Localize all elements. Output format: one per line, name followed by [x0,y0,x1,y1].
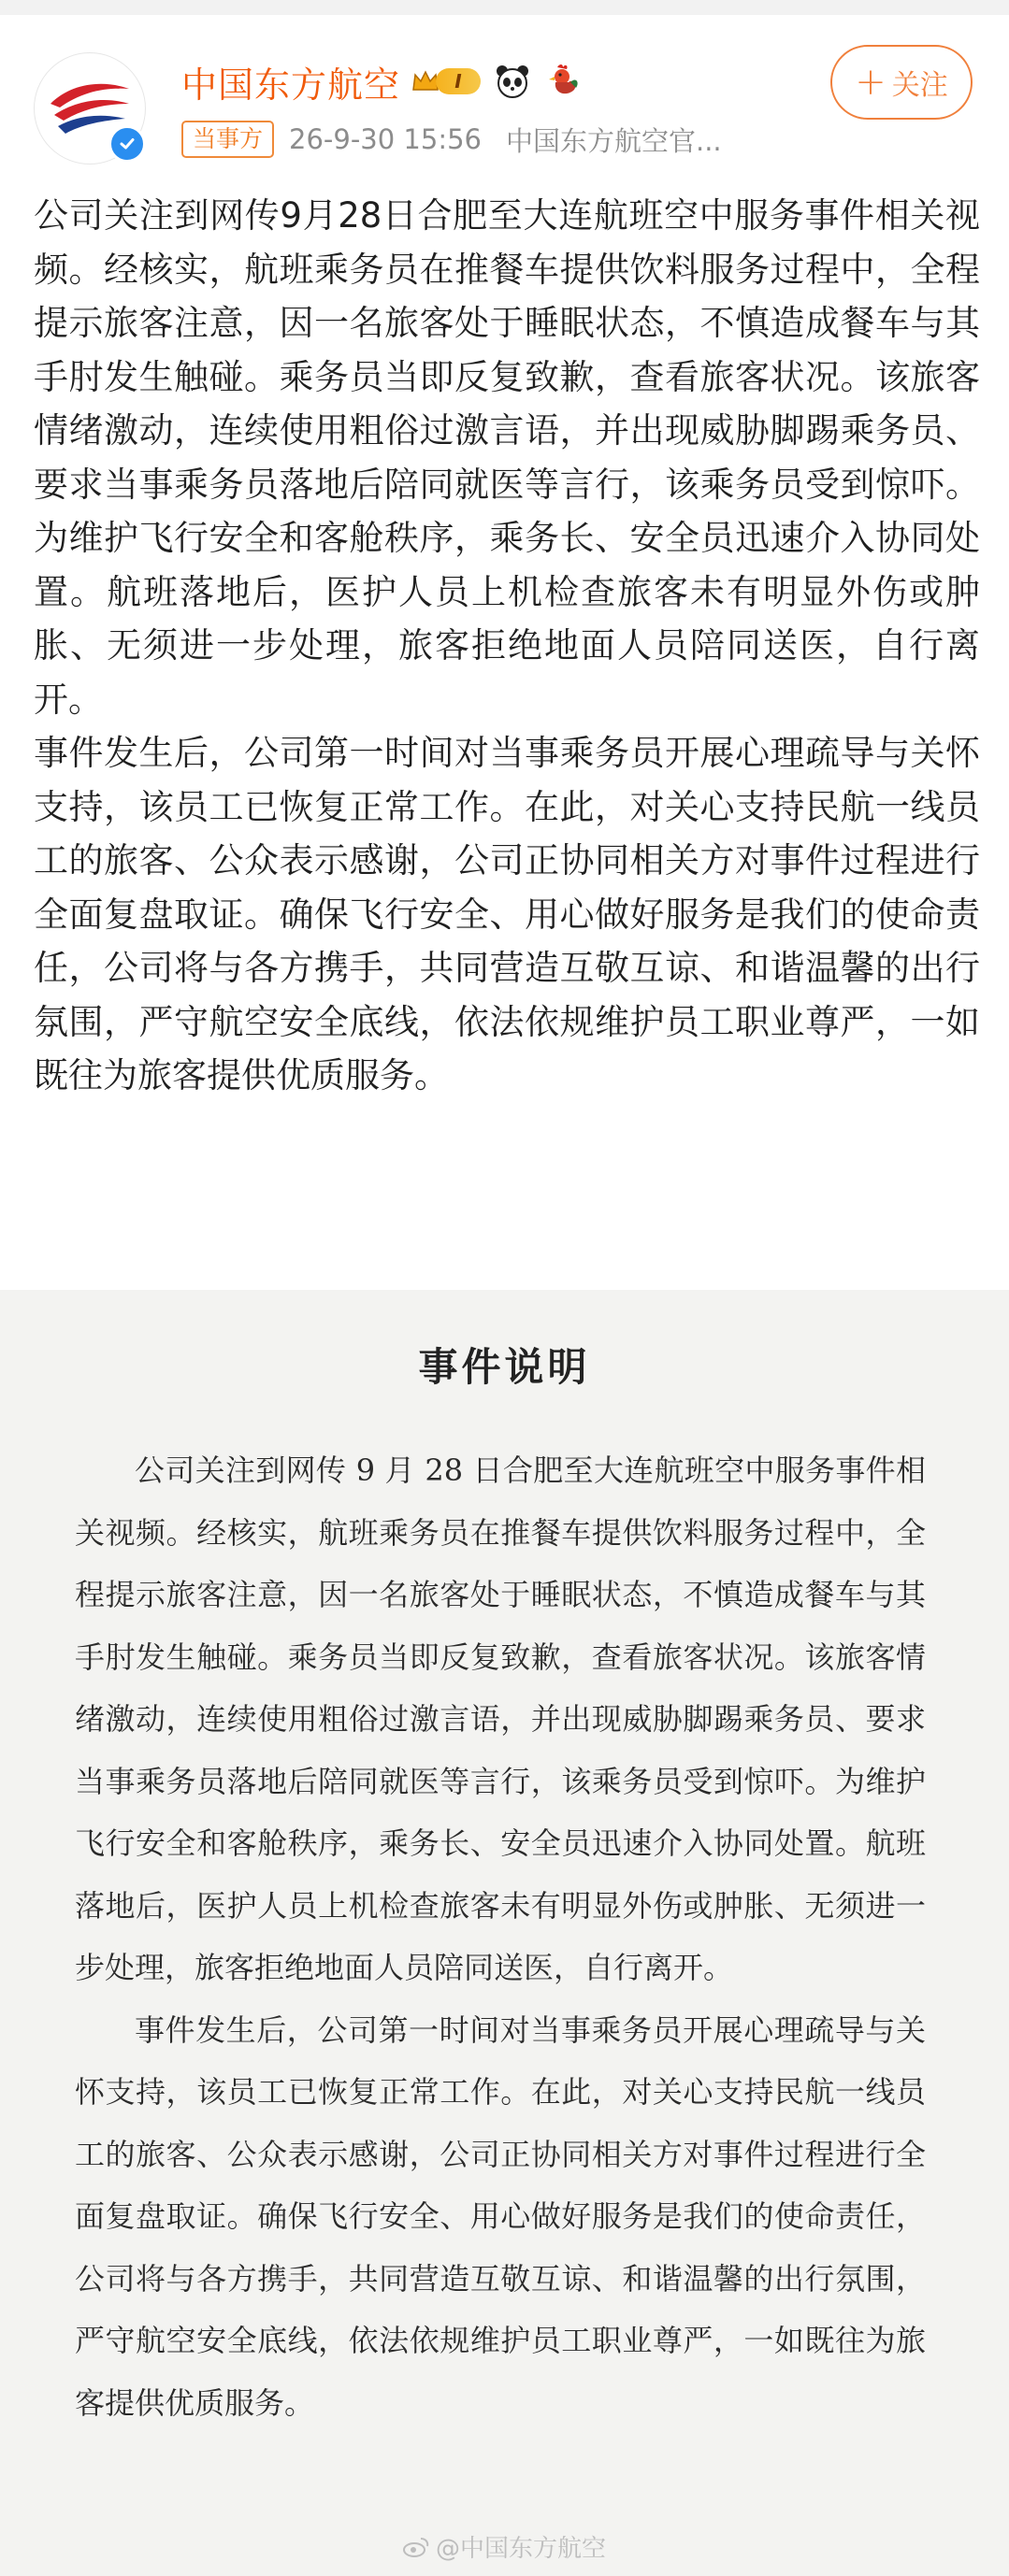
image-watermark [402,2529,606,2564]
follow-label: 关注 [891,69,948,102]
plus-icon: + [855,61,886,104]
post-source[interactable]: 中国东方航空官... [506,124,722,157]
vip-level: I [436,68,481,94]
meta-row [181,120,722,159]
watermark-text: @中国东方航空 [436,2535,607,2563]
top-strip [0,0,1009,15]
document-body [75,1439,926,2434]
document-title: 事件说明 [418,1344,591,1390]
vip-badge[interactable] [411,65,481,97]
post-paragraph: 事件发生后，公司第一时间对当事乘务员开展心理疏导与关怀支持，该员工已恢复正常工作。在此，对关心支持民航一线员工的旅客、公众表示感谢，公司正协同相关方对事件过程进行全面复盘取证。确保飞行安全、用心做好服务是我们的使命责任，公司将与各方携手，共同营造互敬互谅、和谐温馨的出行氛围，严守航空安全底线，依法依规维护员工职业尊严，一如既往为旅客提供优质服务。 [34,733,980,1095]
rooster-icon[interactable] [544,63,582,100]
post-paragraph: 公司关注到网传9月28日合肥至大连航班空中服务事件相关视频。经核实，航班乘务员在推餐车提供饮料服务过程中，全程提示旅客注意，因一名旅客处于睡眠状态，不慎造成餐车与其手肘发生触碰。乘务员当即反复致歉，查看旅客状况。该旅客情绪激动，连续使用粗俗过激言语，并出现威胁脚踢乘务员、要求当事乘务员落地后陪同就医等言行，该乘务员受到惊吓。为维护飞行安全和客舱秩序，乘务长、安全员迅速介入协同处置。航班落地后，医护人员上机检查旅客未有明显外伤或肿胀、无须进一步处理，旅客拒绝地面人员陪同送医，自行离开。 [34,195,980,720]
name-row [181,58,582,105]
verified-icon [108,125,146,163]
post-time: 26-9-30 15:56 [289,123,482,155]
document-paragraph: 事件发生后，公司第一时间对当事乘务员开展心理疏导与关怀支持，该员工已恢复正常工作。在此，对关心支持民航一线员工的旅客、公众表示感谢，公司正协同相关方对事件过程进行全面复盘取证。确保飞行安全、用心做好服务是我们的使命责任，公司将与各方携手，共同营造互敬互谅、和谐温馨的出行氛围，严守航空安全底线，依法依规维护员工职业尊严，一如既往为旅客提供优质服务。 [75,2011,926,2421]
panda-icon[interactable] [494,63,531,100]
attached-document-image[interactable] [0,1290,1009,2576]
post-text [34,189,980,1103]
avatar[interactable] [34,52,146,165]
document-paragraph: 公司关注到网传 9 月 28 日合肥至大连航班空中服务事件相关视频。经核实，航班乘务员在推餐车提供饮料服务过程中，全程提示旅客注意，因一名旅客处于睡眠状态，不慎造成餐车与其手肘发生触碰。乘务员当即反复致歉，查看旅客状况。该旅客情绪激动，连续使用粗俗过激言语，并出现威胁脚踢乘务员、要求当事乘务员落地后陪同就医等言行，该乘务员受到惊吓。为维护飞行安全和客舱秩序，乘务长、安全员迅速介入协同处置。航班落地后，医护人员上机检查旅客未有明显外伤或肿胀、无须进一步处理，旅客拒绝地面人员陪同送医，自行离开。 [75,1453,926,1985]
party-tag: 当事方 [181,121,274,158]
follow-button[interactable] [830,45,973,120]
weibo-watermark-icon [402,2536,430,2558]
account-name[interactable]: 中国东方航空 [181,64,401,106]
